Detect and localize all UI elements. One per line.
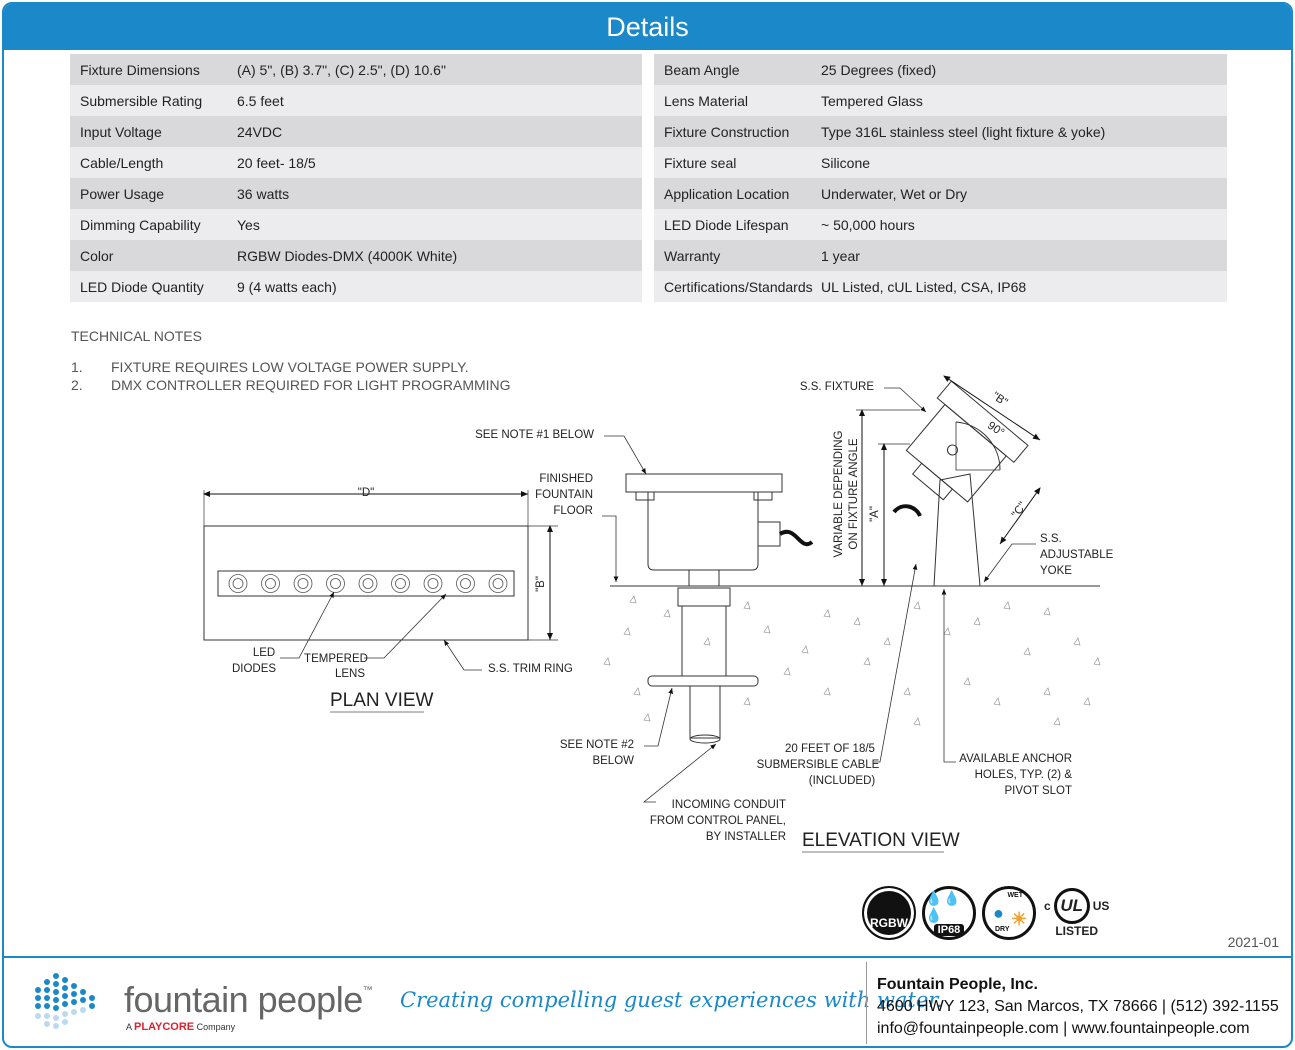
spec-value: (A) 5", (B) 3.7", (C) 2.5", (D) 10.6" bbox=[237, 61, 446, 78]
company-address: 4600 HWY 123, San Marcos, TX 78666 | (512) 392-1155 bbox=[877, 998, 1279, 1015]
spec-value: 9 (4 watts each) bbox=[237, 278, 337, 295]
plan-label-diodes: DIODES bbox=[231, 663, 277, 675]
spec-label: Color bbox=[80, 247, 114, 264]
plan-label-trim-ring: S.S. TRIM RING bbox=[488, 663, 573, 675]
elev-label-variable-2: ON FIXTURE ANGLE bbox=[848, 438, 860, 550]
spec-value: 1 year bbox=[821, 247, 860, 264]
note-item: 1. FIXTURE REQUIRES LOW VOLTAGE POWER SUPPLY. bbox=[71, 359, 469, 375]
elev-label-note1: SEE NOTE #1 BELOW bbox=[475, 429, 594, 441]
elev-dim-b: "B" bbox=[989, 390, 1010, 409]
spec-label: Certifications/Standards bbox=[664, 278, 813, 295]
spec-label: Fixture Dimensions bbox=[80, 61, 200, 78]
spec-label: Fixture seal bbox=[664, 154, 737, 171]
led-diode-icon bbox=[461, 579, 471, 589]
elev-label-yoke-1: S.S. bbox=[1040, 533, 1062, 545]
elev-label-variable-1: VARIABLE DEPENDING bbox=[833, 430, 845, 558]
led-diode-icon bbox=[428, 579, 438, 589]
brand-name: fountain people™ bbox=[124, 979, 373, 1020]
spec-value: ~ 50,000 hours bbox=[821, 216, 915, 233]
technical-drawing bbox=[4, 4, 1291, 954]
spec-value: Tempered Glass bbox=[821, 92, 923, 109]
spec-label: Dimming Capability bbox=[80, 216, 201, 233]
rgbw-icon: RGBW bbox=[862, 886, 916, 940]
plan-label-led: LED bbox=[252, 647, 276, 659]
spec-label: Warranty bbox=[664, 247, 721, 264]
elev-label-cable-2: SUBMERSIBLE CABLE bbox=[756, 759, 880, 771]
tagline: Creating compelling guest experiences with water. bbox=[400, 988, 943, 1012]
company-name: Fountain People, Inc. bbox=[877, 976, 1038, 993]
spec-value: Silicone bbox=[821, 154, 871, 171]
elev-label-conduit-2: FROM CONTROL PANEL, bbox=[649, 815, 786, 827]
spec-label: Beam Angle bbox=[664, 61, 740, 78]
elevation-view-title: ELEVATION VIEW bbox=[802, 830, 960, 851]
plan-view bbox=[204, 490, 558, 670]
spec-label: Submersible Rating bbox=[80, 92, 203, 109]
drop-icon: ● bbox=[993, 903, 1004, 923]
elev-label-anchor-3: PIVOT SLOT bbox=[1004, 785, 1072, 797]
elev-label-yoke-3: YOKE bbox=[1040, 565, 1072, 577]
ip68-icon: 💧💧💧 IP68 bbox=[922, 886, 976, 940]
led-diode-icon bbox=[298, 579, 308, 589]
plan-view-title: PLAN VIEW bbox=[330, 690, 434, 711]
plan-label-tempered: TEMPERED bbox=[304, 653, 368, 665]
spec-label: LED Diode Lifespan bbox=[664, 216, 789, 233]
document-version: 2021-01 bbox=[1227, 934, 1279, 950]
note-item: 2. DMX CONTROLLER REQUIRED FOR LIGHT PROGRAMMING bbox=[71, 377, 511, 393]
elev-label-anchor-1: AVAILABLE ANCHOR bbox=[959, 753, 1072, 765]
led-diode-icon bbox=[294, 575, 312, 593]
spec-label: Input Voltage bbox=[80, 123, 162, 140]
spec-value: RGBW Diodes-DMX (4000K White) bbox=[237, 247, 458, 264]
elev-label-floor-1: FINISHED bbox=[539, 473, 593, 485]
spec-value: UL Listed, cUL Listed, CSA, IP68 bbox=[821, 278, 1027, 295]
elev-angle: 90° bbox=[985, 419, 1007, 440]
elev-dim-a: "A" bbox=[869, 506, 881, 522]
elev-label-floor-2: FOUNTAIN bbox=[535, 489, 593, 501]
playcore-logo: A PLAYCORE Company bbox=[126, 1021, 236, 1033]
plan-dim-d: "D" bbox=[357, 487, 375, 499]
spec-label: Cable/Length bbox=[80, 154, 164, 171]
plan-label-lens: LENS bbox=[334, 668, 366, 680]
elev-label-fixture: S.S. FIXTURE bbox=[799, 381, 874, 393]
footer-divider bbox=[4, 956, 1291, 958]
spec-value: Yes bbox=[237, 216, 260, 233]
led-diode-icon bbox=[266, 579, 276, 589]
led-diode-icon bbox=[363, 579, 373, 589]
spec-label: Lens Material bbox=[664, 92, 749, 109]
page-title: Details bbox=[4, 4, 1291, 50]
spec-value: 20 feet- 18/5 bbox=[237, 154, 316, 171]
led-diode-icon bbox=[392, 575, 410, 593]
spec-sheet bbox=[2, 2, 1293, 1048]
elev-label-conduit-1: INCOMING CONDUIT bbox=[671, 799, 786, 811]
led-diode-icon bbox=[424, 575, 442, 593]
led-diode-icon bbox=[396, 579, 406, 589]
spec-label: Fixture Construction bbox=[664, 123, 790, 140]
elev-label-note2-2: BELOW bbox=[592, 755, 634, 767]
elev-label-conduit-3: BY INSTALLER bbox=[705, 831, 786, 843]
elev-label-note2-1: SEE NOTE #2 bbox=[559, 739, 634, 751]
led-diode-icon bbox=[493, 579, 503, 589]
elev-label-floor-3: FLOOR bbox=[553, 505, 593, 517]
led-diode-icon bbox=[327, 575, 345, 593]
led-diode-icon bbox=[489, 575, 507, 593]
spec-value: 6.5 feet bbox=[237, 92, 284, 109]
ul-listed-icon: c UL US LISTED bbox=[1044, 888, 1109, 938]
fountain-people-logo-icon bbox=[30, 968, 108, 1034]
sun-icon: ☀ bbox=[1011, 909, 1028, 929]
spec-value: 36 watts bbox=[237, 185, 290, 202]
elev-label-cable-3: (INCLUDED) bbox=[808, 775, 876, 787]
spec-label: LED Diode Quantity bbox=[80, 278, 204, 295]
led-diode-icon bbox=[359, 575, 377, 593]
led-diode-icon bbox=[233, 579, 243, 589]
wet-dry-icon: WET DRY ● ☀ bbox=[982, 886, 1036, 940]
spec-label: Power Usage bbox=[80, 185, 165, 202]
water-drops-icon: 💧💧💧 bbox=[925, 890, 962, 923]
spec-value: 25 Degrees (fixed) bbox=[821, 61, 937, 78]
led-diode-icon bbox=[457, 575, 475, 593]
spec-label: Application Location bbox=[664, 185, 790, 202]
concrete-texture bbox=[604, 596, 1100, 725]
notes-title: TECHNICAL NOTES bbox=[71, 328, 202, 344]
certification-badges bbox=[862, 886, 1109, 940]
company-web[interactable]: info@fountainpeople.com | www.fountainpeople.com bbox=[877, 1020, 1250, 1037]
led-diode-icon bbox=[229, 575, 247, 593]
led-diode-icon bbox=[262, 575, 280, 593]
elev-dim-c: "C" bbox=[1009, 500, 1030, 521]
elev-label-yoke-2: ADJUSTABLE bbox=[1040, 549, 1114, 561]
spec-value: Type 316L stainless steel (light fixture & yoke) bbox=[821, 123, 1106, 140]
led-diode-icon bbox=[331, 579, 341, 589]
contact-info bbox=[877, 974, 1279, 1040]
spec-value: 24VDC bbox=[237, 123, 283, 140]
footer-vertical-divider bbox=[866, 962, 867, 1044]
led-diodes bbox=[229, 575, 507, 593]
plan-dim-b: "B" bbox=[535, 576, 547, 592]
elev-label-cable-1: 20 FEET OF 18/5 bbox=[785, 743, 875, 755]
elev-label-anchor-2: HOLES, TYP. (2) & bbox=[974, 769, 1072, 781]
spec-value: Underwater, Wet or Dry bbox=[821, 185, 968, 202]
